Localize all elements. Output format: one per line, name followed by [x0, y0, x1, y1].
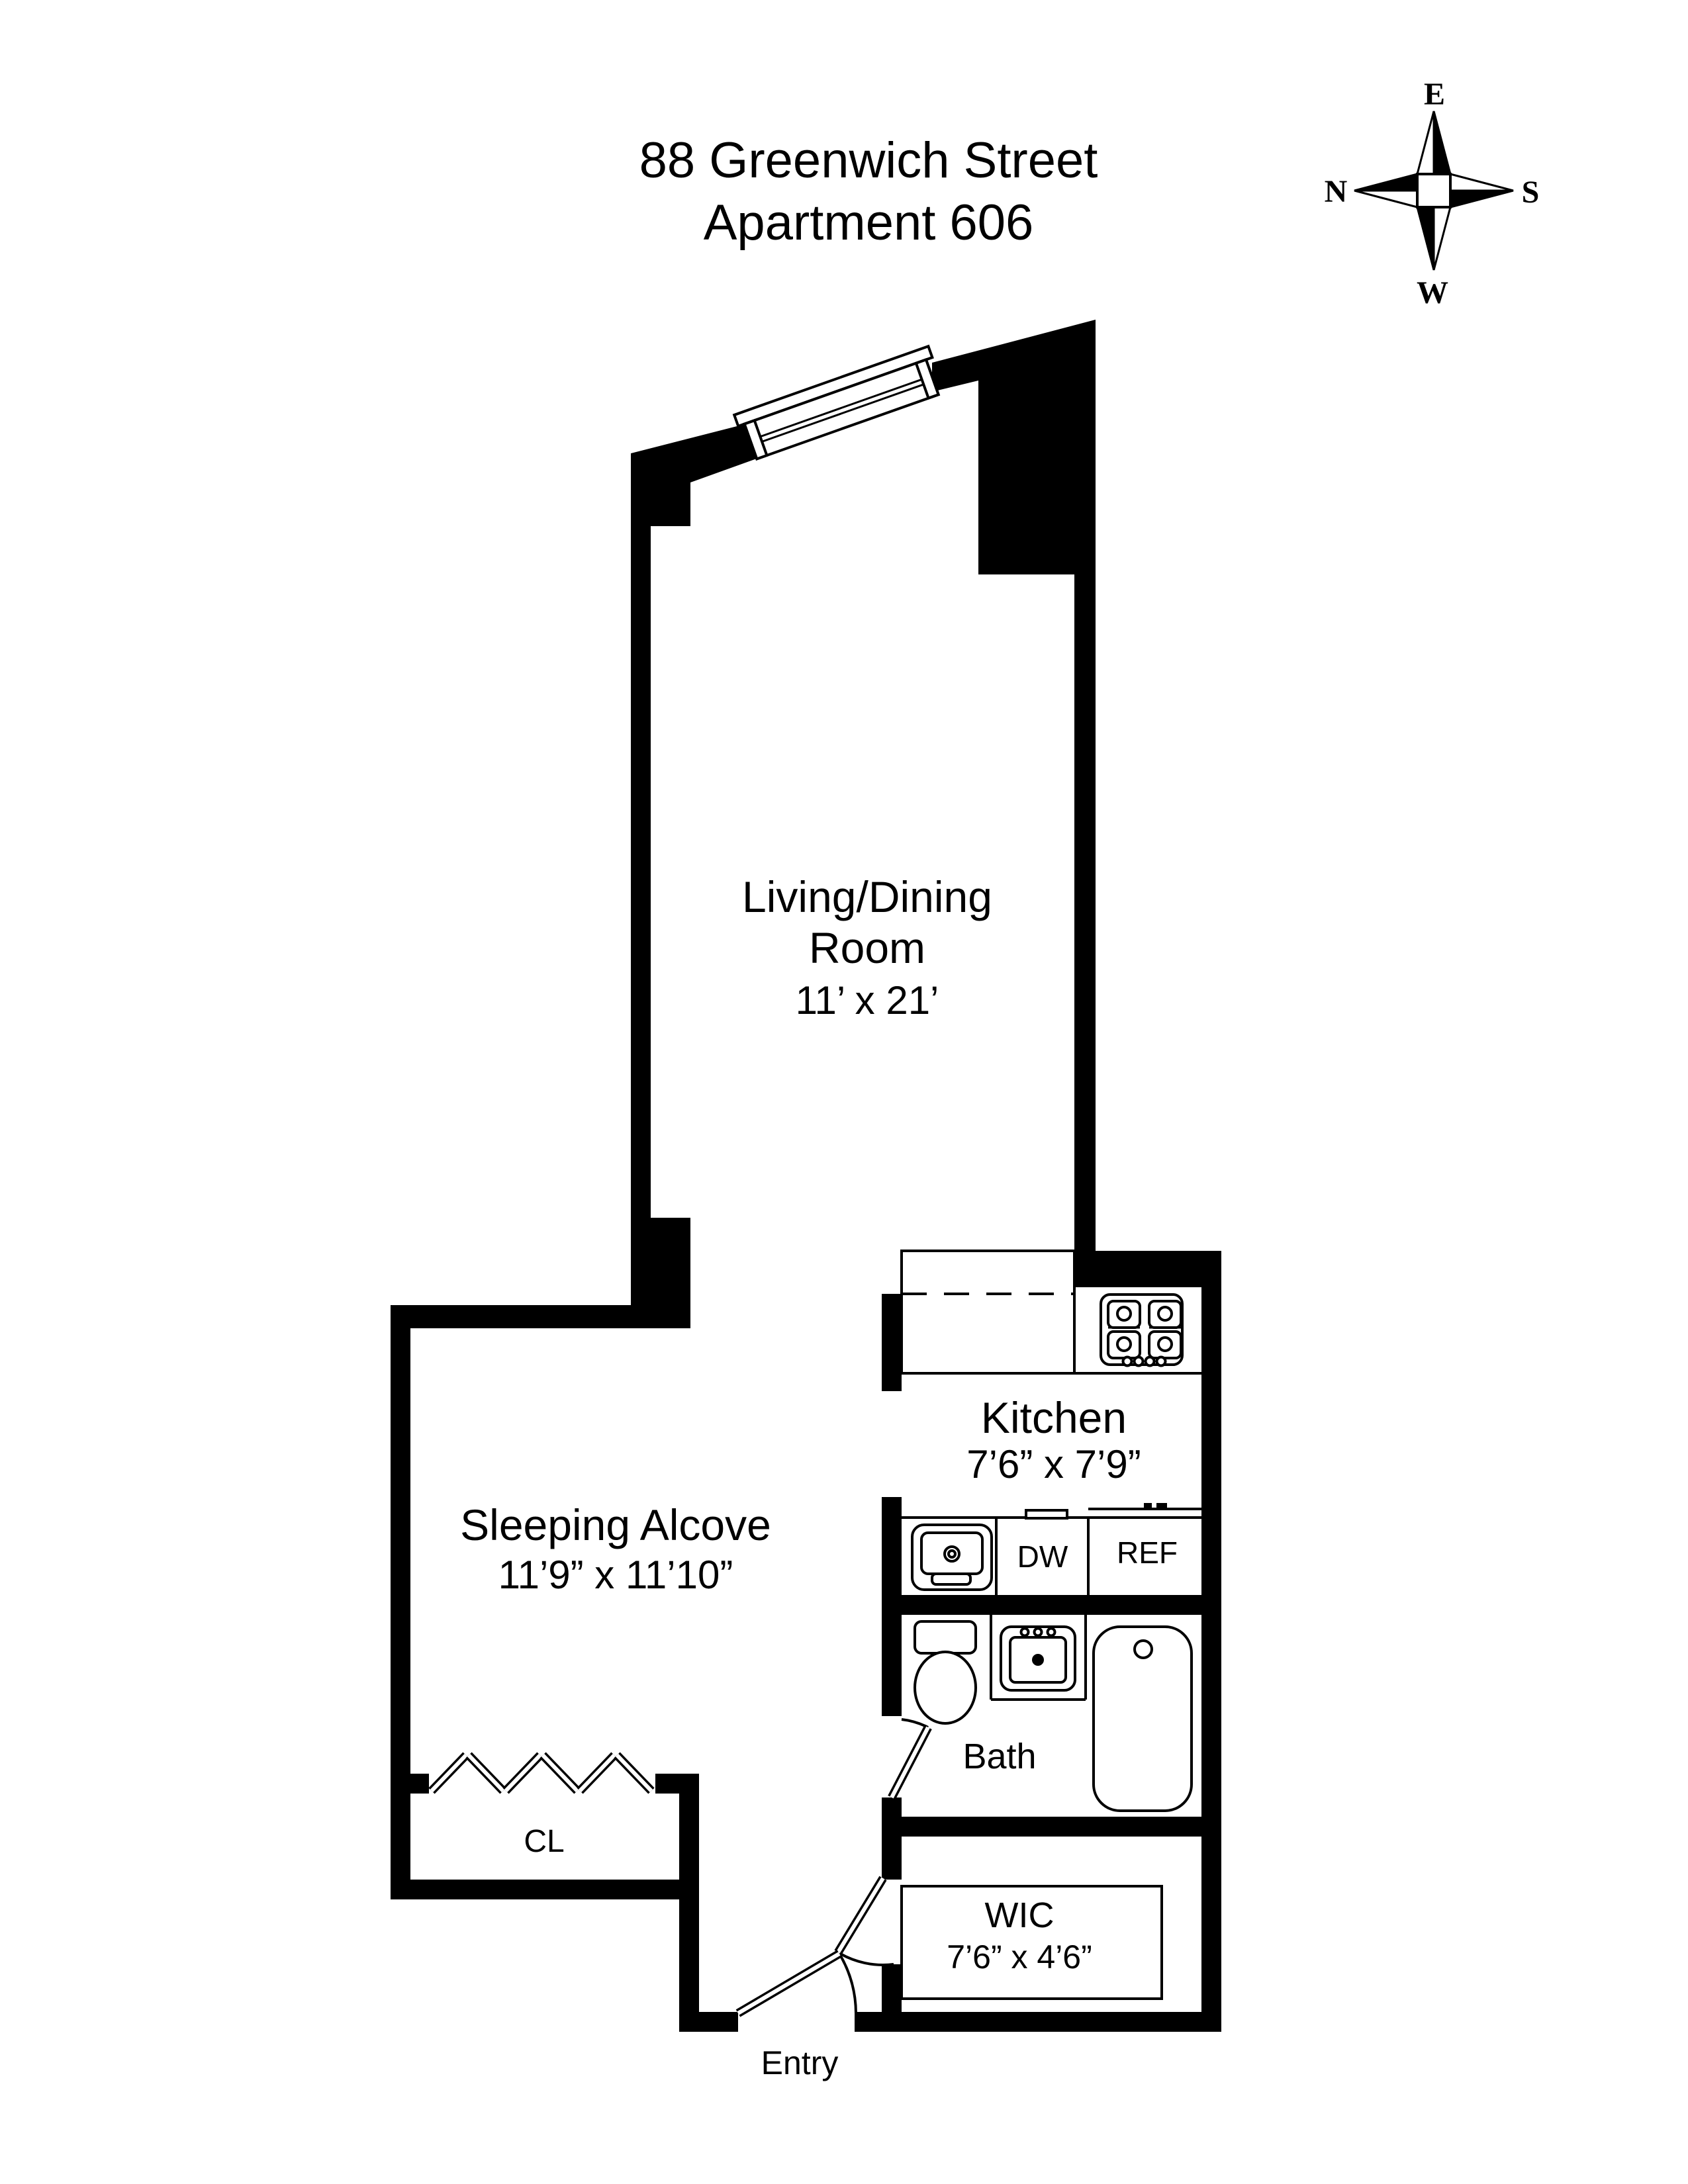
wic-dims: 7’6” x 4’6”	[947, 1938, 1092, 1976]
compass-rose-icon	[1325, 77, 1540, 310]
living-room-label-line1: Living/Dining	[742, 872, 992, 921]
bathtub-drain	[1135, 1641, 1152, 1658]
wall-alcove-left	[391, 1305, 410, 1899]
stove-knob	[1123, 1357, 1132, 1366]
wall-kitchen-west-upper	[882, 1294, 902, 1391]
wall-top-left-corner	[631, 424, 757, 526]
compass-north-label: N	[1324, 174, 1348, 209]
stove	[1101, 1295, 1182, 1366]
compass-south-label: S	[1521, 175, 1540, 210]
stove-knob	[1135, 1357, 1143, 1366]
wall-kitchen-top	[1074, 1251, 1221, 1287]
wic-door	[838, 1878, 894, 1965]
wall-alcove-top	[391, 1305, 690, 1328]
toilet	[915, 1621, 976, 1723]
page-title-line2: Apartment 606	[703, 195, 1034, 251]
living-room-label-line2: Room	[808, 923, 926, 972]
wall-bottom-left	[679, 2012, 738, 2032]
kitchen-counter-peninsula	[902, 1251, 1074, 1373]
refrigerator-label: REF	[1117, 1535, 1178, 1570]
wall-living-left	[631, 523, 651, 1305]
wall-entry-west	[679, 1774, 699, 2032]
compass-east-label: E	[1423, 77, 1446, 112]
closet-label: CL	[524, 1824, 565, 1859]
entry-door	[738, 1954, 856, 2013]
page-title-line1: 88 Greenwich Street	[639, 132, 1098, 189]
bifold-panel	[432, 1755, 503, 1791]
wic-label: WIC	[984, 1895, 1055, 1935]
bifold-panel	[580, 1755, 651, 1791]
wall-closet-jamb-right	[655, 1774, 699, 1794]
wall-kitchen-bath-divider	[882, 1595, 1221, 1615]
dw-handle	[1026, 1510, 1067, 1518]
ref-handle-tick	[1144, 1503, 1152, 1510]
living-room-dims: 11’ x 21’	[795, 978, 939, 1023]
wall-closet-bottom	[391, 1880, 699, 1899]
kitchen-dims: 7’6” x 7’9”	[966, 1442, 1141, 1486]
entry-label: Entry	[761, 2044, 839, 2081]
bathtub	[1094, 1627, 1192, 1811]
wall-bath-west	[882, 1615, 902, 1716]
sleeping-alcove-dims: 11’9” x 11’10”	[498, 1553, 733, 1597]
wic-door-arc	[838, 1952, 894, 1965]
sleeping-alcove-label: Sleeping Alcove	[460, 1500, 771, 1549]
wall-top-right-corner	[932, 320, 1096, 574]
window	[734, 346, 945, 461]
wall-bath-wic-divider	[882, 1817, 1221, 1837]
stove-knob	[1146, 1357, 1154, 1366]
ref-handle-tick	[1156, 1503, 1167, 1510]
wall-bottom-right	[855, 2012, 1221, 2032]
closet-bifold-doors	[432, 1755, 651, 1791]
stove-knob	[1157, 1357, 1166, 1366]
bath-label: Bath	[962, 1737, 1037, 1776]
kitchen-sink-drainboard	[932, 1574, 970, 1584]
bath-sink	[991, 1615, 1086, 1700]
entry-door-arc	[839, 1954, 856, 2013]
compass-west-label: W	[1417, 275, 1448, 310]
wall-living-right	[1074, 574, 1096, 1251]
kitchen-label: Kitchen	[980, 1393, 1127, 1442]
dishwasher-label: DW	[1017, 1539, 1068, 1574]
bath-door	[892, 1719, 928, 1797]
kitchen-sink	[912, 1525, 992, 1590]
bifold-panel	[506, 1755, 577, 1791]
bath-fixtures	[892, 1615, 1192, 1811]
wall-east	[1201, 1251, 1221, 2032]
wall-closet-jamb-left	[410, 1774, 429, 1794]
wall-wic-west-upper	[882, 1837, 902, 1880]
